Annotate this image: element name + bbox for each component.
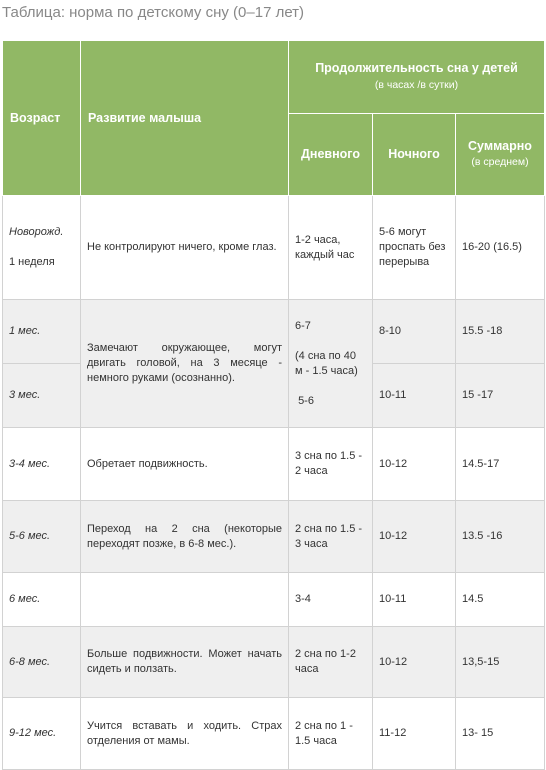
development-cell: Больше подвижности. Может начать сидеть и ползать. [81,627,289,698]
header-total-note: (в среднем) [471,156,529,168]
header-duration [289,41,545,114]
development-cell [81,573,289,627]
header-total-label: Суммарно [468,139,532,153]
night-sleep-cell: 8-10 [373,300,456,364]
age-cell [3,196,81,300]
header-total [456,114,545,196]
page-title: Таблица: норма по детскому сну (0–17 лет) [2,4,305,21]
day-sleep-cell: 2 сна по 1 - 1.5 часа [289,698,373,770]
header-duration-note: (в часах /в сутки) [374,79,459,91]
night-sleep-cell: 11-12 [373,698,456,770]
header-development: Развитие малыша [81,41,289,196]
night-sleep-cell: 10-11 [373,573,456,627]
total-sleep-cell: 15 -17 [456,364,545,428]
age-cell: 9-12 мес. [3,698,81,770]
night-sleep-cell: 10-12 [373,428,456,501]
header-age: Возраст [3,41,81,196]
total-sleep-cell: 16-20 (16.5) [456,196,545,300]
day-sleep-cell: 1-2 часа, каждый час [289,196,373,300]
night-sleep-cell: 10-12 [373,627,456,698]
header-day: Дневного [289,114,373,196]
development-cell: Не контролируют ничего, кроме глаз. [81,196,289,300]
day-sleep-cell: 2 сна по 1.5 - 3 часа [289,501,373,573]
development-cell: Переход на 2 сна (некоторые переходят позже, в 6-8 мес.). [81,501,289,573]
age-label: Новорожд. [9,226,64,238]
total-sleep-cell: 13,5-15 [456,627,545,698]
header-duration-label: Продолжительность сна у детей [315,61,518,75]
day-sleep-value: 6-7 [295,319,311,332]
table-row [3,698,545,770]
total-sleep-cell: 15.5 -18 [456,300,545,364]
total-sleep-cell: 13.5 -16 [456,501,545,573]
table-row [3,501,545,573]
day-sleep-cell [289,300,373,428]
sleep-norms-table [2,40,545,770]
header-night: Ночного [373,114,456,196]
total-sleep-cell: 14.5-17 [456,428,545,501]
night-sleep-cell: 10-12 [373,501,456,573]
table-row [3,573,545,627]
table-row [3,300,545,364]
day-sleep-value-3m: 5-6 [298,394,314,407]
table-row [3,196,545,300]
day-sleep-note: (4 сна по 40 м - 1.5 часа) [295,349,358,377]
age-cell: 3 мес. [3,364,81,428]
day-sleep-cell: 3 сна по 1.5 - 2 часа [289,428,373,501]
table-row [3,428,545,501]
age-sublabel: 1 неделя [9,256,55,268]
development-cell: Замечают окружающее, могут двигать головой, на 3 месяце - немного руками (осознанно). [81,300,289,428]
age-cell: 5-6 мес. [3,501,81,573]
age-cell: 1 мес. [3,300,81,364]
development-cell: Обретает подвижность. [81,428,289,501]
development-cell: Учится вставать и ходить. Страх отделения от мамы. [81,698,289,770]
total-sleep-cell: 14.5 [456,573,545,627]
age-cell: 6 мес. [3,573,81,627]
age-cell: 6-8 мес. [3,627,81,698]
table-row [3,627,545,698]
night-sleep-cell: 5-6 могут проспать без перерыва [373,196,456,300]
night-sleep-cell: 10-11 [373,364,456,428]
age-cell: 3-4 мес. [3,428,81,501]
day-sleep-cell: 2 сна по 1-2 часа [289,627,373,698]
total-sleep-cell: 13- 15 [456,698,545,770]
day-sleep-cell: 3-4 [289,573,373,627]
